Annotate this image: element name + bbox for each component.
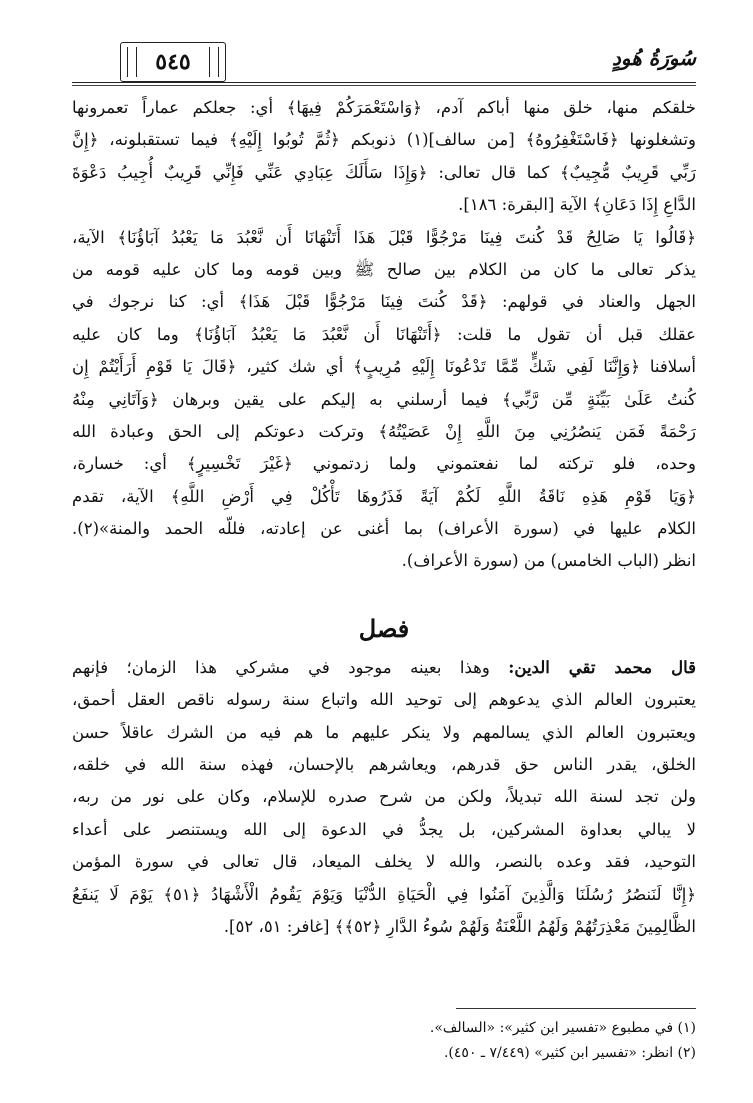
text-line: الدَّاعِ إِذَا دَعَانِ﴾ الآية [البقرة: ١٨٦]. [458, 195, 696, 215]
text-line: وحده، فلو تركته لما نفعتموني ولما زدتموني ﴿غَيْرَ تَخْسِيرٍ﴾ أي: خسارة، [72, 454, 696, 474]
text-line: ﴿قَالُوا يَا صَالِحُ قَدْ كُنتَ فِينَا مَرْجُوًّا قَبْلَ هَذَا أَتَنْهَانَا أَن نَّعْبُدَ مَا يَعْبُدُ آبَاؤُنَا﴾ الآية، [72, 227, 696, 247]
text-span: وهذا بعينه موجود في مشركي هذا الزمان؛ فإنهم [72, 657, 509, 677]
footnote-rule [456, 1008, 696, 1009]
text-line: انظر (الباب الخامس) من (سورة الأعراف). [401, 551, 696, 571]
footnote: (١) في مطبوع «تفسير ابن كثير»: «السالف». [429, 1020, 696, 1036]
header-rule [72, 82, 696, 83]
section-heading: فصل [358, 613, 410, 643]
text-line: الخلق، يقدر الناس حق قدرهم، ويعاشرهم بالإحسان، فهذه سنة الله في خلقه، [72, 755, 696, 775]
footnotes [72, 1016, 696, 1066]
surah-title: سُورَةُ هُودٍ [612, 46, 696, 70]
text-line: وتشغلونها ﴿فَاسْتَغْفِرُوهُ﴾ [من سالف](١) ذنوبكم ﴿ثُمَّ تُوبُوا إِلَيْهِ﴾ فيما تستقبلونه، ﴿إِنَّ [72, 130, 696, 150]
paragraph-1 [72, 92, 696, 222]
text-line: الكلام عليها في (سورة الأعراف) بما أغنى عن إعادته، فللّه الحمد والمنة»(٢). [72, 519, 696, 539]
footnote: (٢) انظر: «تفسير ابن كثير» (٧/٤٤٩ ـ ٤٥٠). [443, 1045, 696, 1061]
text-line: خلقكم منها، خلق منها أباكم آدم، ﴿وَاسْتَعْمَرَكُمْ فِيهَا﴾ أي: جعلكم عماراً تعمرونها [72, 98, 696, 117]
text-line: يعتبرون العالم الذي يدعوهم إلى توحيد الله واتباع سنة رسوله ناقص العقل أحمق، [72, 690, 696, 710]
text-line: الظَّالِمِينَ مَعْذِرَتُهُمْ وَلَهُمُ اللَّعْنَةُ وَلَهُمْ سُوءُ الدَّارِ ﴿٥٢﴾﴾ [غافر: ٥١، ٥٢]. [223, 916, 696, 936]
text-line: أسلافنا ﴿وَإِنَّنَا لَفِي شَكٍّ مِّمَّا تَدْعُونَا إِلَيْهِ مُرِيبٍ﴾ أي شك كثير، ﴿قَالَ يَا قَوْمِ أَرَأَيْتُمْ إِن [72, 357, 696, 377]
paragraph-2 [72, 222, 696, 578]
text-line: رَحْمَةً فَمَن يَنصُرُنِي مِنَ اللَّهِ إِنْ عَصَيْتُهُ﴾ وتركت دعوتكم إلى الحق وعبادة الله [72, 421, 696, 441]
text-line: ويعتبرون العالم الذي يسالمهم ولا ينكر عليهم ما هم فيه من الشرك عاقلاً حسن [72, 722, 696, 742]
text-line: يذكر تعالى ما كان من الكلام بين صالح ﷺ وبين قومه وما كان عليه قومه من [72, 259, 696, 279]
text-line [72, 652, 696, 684]
page-number-box [120, 42, 226, 82]
paragraph-3 [72, 652, 696, 944]
text-line: لا يبالي بعداوة المشركين، بل يجدُّ في الدعوة إلى الله ويستنصر على أعداء [72, 819, 696, 839]
text-line: كُنتُ عَلَىٰ بَيِّنَةٍ مِّن رَّبِّي﴾ فيما أرسلني به إليكم على يقين وبرهان ﴿وَآتَانِي مِنْهُ [72, 389, 696, 409]
text-line: رَبِّي قَرِيبٌ مُّجِيبٌ﴾ كما قال تعالى: ﴿وَإِذَا سَأَلَكَ عِبَادِي عَنِّي فَإِنِّي قَرِيبٌ أُجِيبُ دَعْوَةَ [72, 162, 696, 182]
page-body [72, 92, 696, 943]
text-line: التوحيد، فقد وعده بالنصر، والله لا يخلف الميعاد، قال تعالى في سورة المؤمن [72, 852, 696, 872]
text-line: الجهل والعناد في قولهم: ﴿قَدْ كُنتَ فِينَا مَرْجُوًّا قَبْلَ هَذَا﴾ أي: كنا نرجوك في [72, 292, 696, 312]
text-line: ولن تجد لسنة الله تبديلاً، ولكن من شرح صدره للإسلام، وكان على نور من ربه، [72, 787, 696, 807]
text-line: عقلك قبل أن تقول ما قلت: ﴿أَتَنْهَانَا أَن نَّعْبُدَ مَا يَعْبُدُ آبَاؤُنَا﴾ وما كان عليه [72, 324, 696, 344]
author-label: قال محمد تقي الدين: [508, 657, 696, 677]
header-rule-thin [72, 85, 696, 86]
text-line: ﴿وَيَا قَوْمِ هَذِهِ نَاقَةُ اللَّهِ لَكُمْ آيَةً فَذَرُوهَا تَأْكُلْ فِي أَرْضِ اللَّهِ﴾ الآية، تقدم [72, 486, 696, 506]
page-number: ٥٤٥ [155, 49, 191, 75]
text-line: ﴿إِنَّا لَنَنصُرُ رُسُلَنَا وَالَّذِينَ آمَنُوا فِي الْحَيَاةِ الدُّنْيَا وَيَوْمَ يَقُومُ الْأَشْهَادُ ﴿٥١﴾ يَوْمَ لَا يَنفَعُ [72, 884, 696, 904]
page-header [72, 36, 696, 86]
